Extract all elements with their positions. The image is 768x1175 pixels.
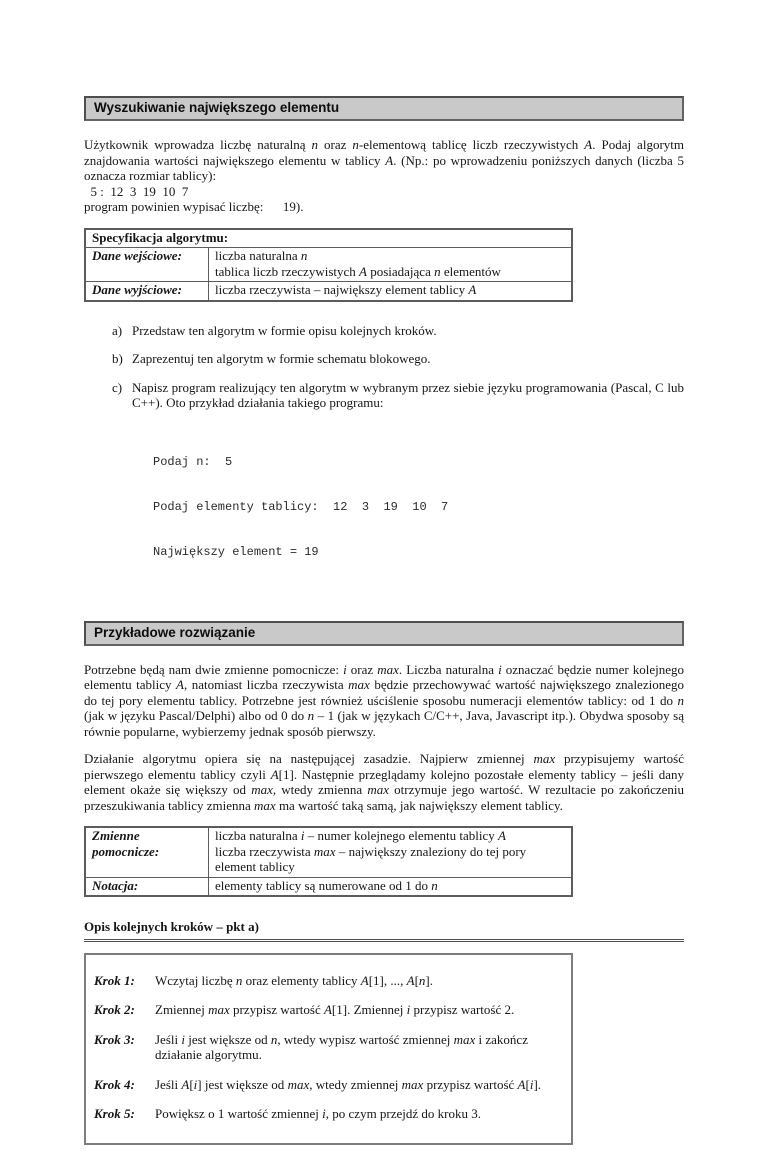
section-title-solution: Przykładowe rozwiązanie [94, 624, 256, 640]
step-text: Jeśli A[i] jest większe od max, wtedy zmiennej max przypisz wartość A[i]. [155, 1076, 542, 1092]
list-marker: b) [112, 351, 123, 366]
step-label: Krok 1: [94, 972, 135, 988]
code-line: Podaj n: 5 [153, 454, 233, 469]
list-text: Zaprezentuj ten algorytm w formie schematu blokowego. [132, 351, 431, 366]
step-text: Zmiennej max przypisz wartość A[1]. Zmiennej i przypisz wartość 2. [155, 1002, 515, 1017]
table-row [85, 248, 572, 282]
step-text: Jeśli i jest większe od n, wtedy wypisz wartość zmiennej max i zakończ działanie algorytmu. [155, 1031, 528, 1062]
step-row [94, 973, 559, 989]
code-sample [153, 425, 684, 590]
variables-table [84, 826, 573, 897]
table-row [85, 229, 572, 248]
step-label: Krok 4: [94, 1076, 135, 1092]
task-list [84, 323, 684, 411]
step-row [94, 1002, 559, 1018]
section-title-bar-task [84, 96, 684, 121]
steps-heading: Opis kolejnych kroków – pkt a) [84, 919, 684, 942]
step-label: Krok 2: [94, 1002, 135, 1017]
list-text: Przedstaw ten algorytm w formie opisu kolejnych kroków. [132, 322, 437, 338]
spec-row-label: Dane wejściowe: [85, 248, 209, 282]
step-text: Wczytaj liczbę n oraz elementy tablicy A[1], ..., A[n]. [155, 972, 433, 988]
vars-row-value: liczba naturalna i – numer kolejnego elementu tablicy A liczba rzeczywista max – największy znaleziony do tej pory element tablicy [209, 827, 573, 877]
spec-row-value: liczba naturalna n tablica liczb rzeczywistych A posiadająca n elementów [209, 248, 573, 282]
vars-row-value: elementy tablicy są numerowane od 1 do n [209, 877, 573, 896]
code-line: Podaj elementy tablicy: 12 3 19 10 7 [153, 499, 449, 514]
sample-input-line: 5 : 12 3 19 10 7 [84, 183, 189, 199]
code-line: Największy element = 19 [153, 544, 319, 559]
list-marker: a) [112, 322, 123, 338]
spec-row-value: liczba rzeczywista – największy element tablicy A [209, 282, 573, 301]
list-item [112, 380, 684, 411]
intro-paragraph: Użytkownik wprowadza liczbę naturalną n oraz n-elementową tablicę liczb rzeczywistych A. Podaj algorytm znajdowania wartości największego elementu w tablicy A. (Np.: po wprowadzeniu poniższych danych (liczba 5 oznacza rozmiar tablicy): [84, 137, 684, 183]
table-row [85, 282, 572, 301]
section-title-task: Wyszukiwanie największego elementu [94, 100, 340, 115]
list-item [112, 351, 684, 367]
spec-table [84, 228, 573, 302]
step-row [94, 1106, 559, 1122]
step-label: Krok 5: [94, 1106, 135, 1121]
step-text: Powiększ o 1 wartość zmiennej i, po czym przejdź do kroku 3. [155, 1106, 482, 1121]
table-row [85, 877, 572, 896]
list-item [112, 323, 684, 339]
table-row [85, 827, 572, 877]
solution-paragraph-2: Działanie algorytmu opiera się na następującej zasadzie. Najpierw zmiennej max przypisujemy wartość pierwszego elementu tablicy czyli A[1]. Następnie przeglądamy kolejno pozostałe elementy tablicy – jeśli dany element okaże się większy od max, wtedy zmienna max otrzymuje jego wartość. W rezultacie po zakończeniu przeszukiwania tablicy zmienna max ma wartość taką samą, jak największy element tablicy. [84, 751, 684, 813]
step-row [94, 1032, 559, 1063]
vars-row-label: Notacja: [85, 877, 209, 896]
spec-row-label: Dane wyjściowe: [85, 282, 209, 301]
section-title-bar-solution [84, 621, 684, 646]
list-text: Napisz program realizujący ten algorytm w wybranym przez siebie języku programowania (Pascal, C lub C++). Oto przykład działania takiego programu: [132, 379, 684, 410]
spec-table-header: Specyfikacja algorytmu: [85, 229, 572, 248]
solution-paragraph-1: Potrzebne będą nam dwie zmienne pomocnicze: i oraz max. Liczba naturalna i oznaczać będzie numer kolejnego elementu tablicy A, natomiast liczba rzeczywista max będzie przechowywać wartość największego znalezionego do tej pory elementu tablicy. Potrzebne jest również uściślenie sposobu numeracji elementów tablicy: od 1 do n (jak w języku Pascal/Delphi) albo od 0 do n – 1 (jak w językach C/C++, Java, Javascript itp.). Obydwa sposoby są równie popularne, wybierzemy jednak sposób pierwszy. [84, 661, 685, 739]
list-marker: c) [112, 379, 123, 395]
vars-row-label: Zmienne pomocnicze: [85, 827, 209, 877]
sample-output-line: program powinien wypisać liczbę: 19). [84, 199, 304, 214]
step-label: Krok 3: [94, 1031, 135, 1047]
steps-box [84, 953, 573, 1145]
step-row [94, 1077, 559, 1093]
